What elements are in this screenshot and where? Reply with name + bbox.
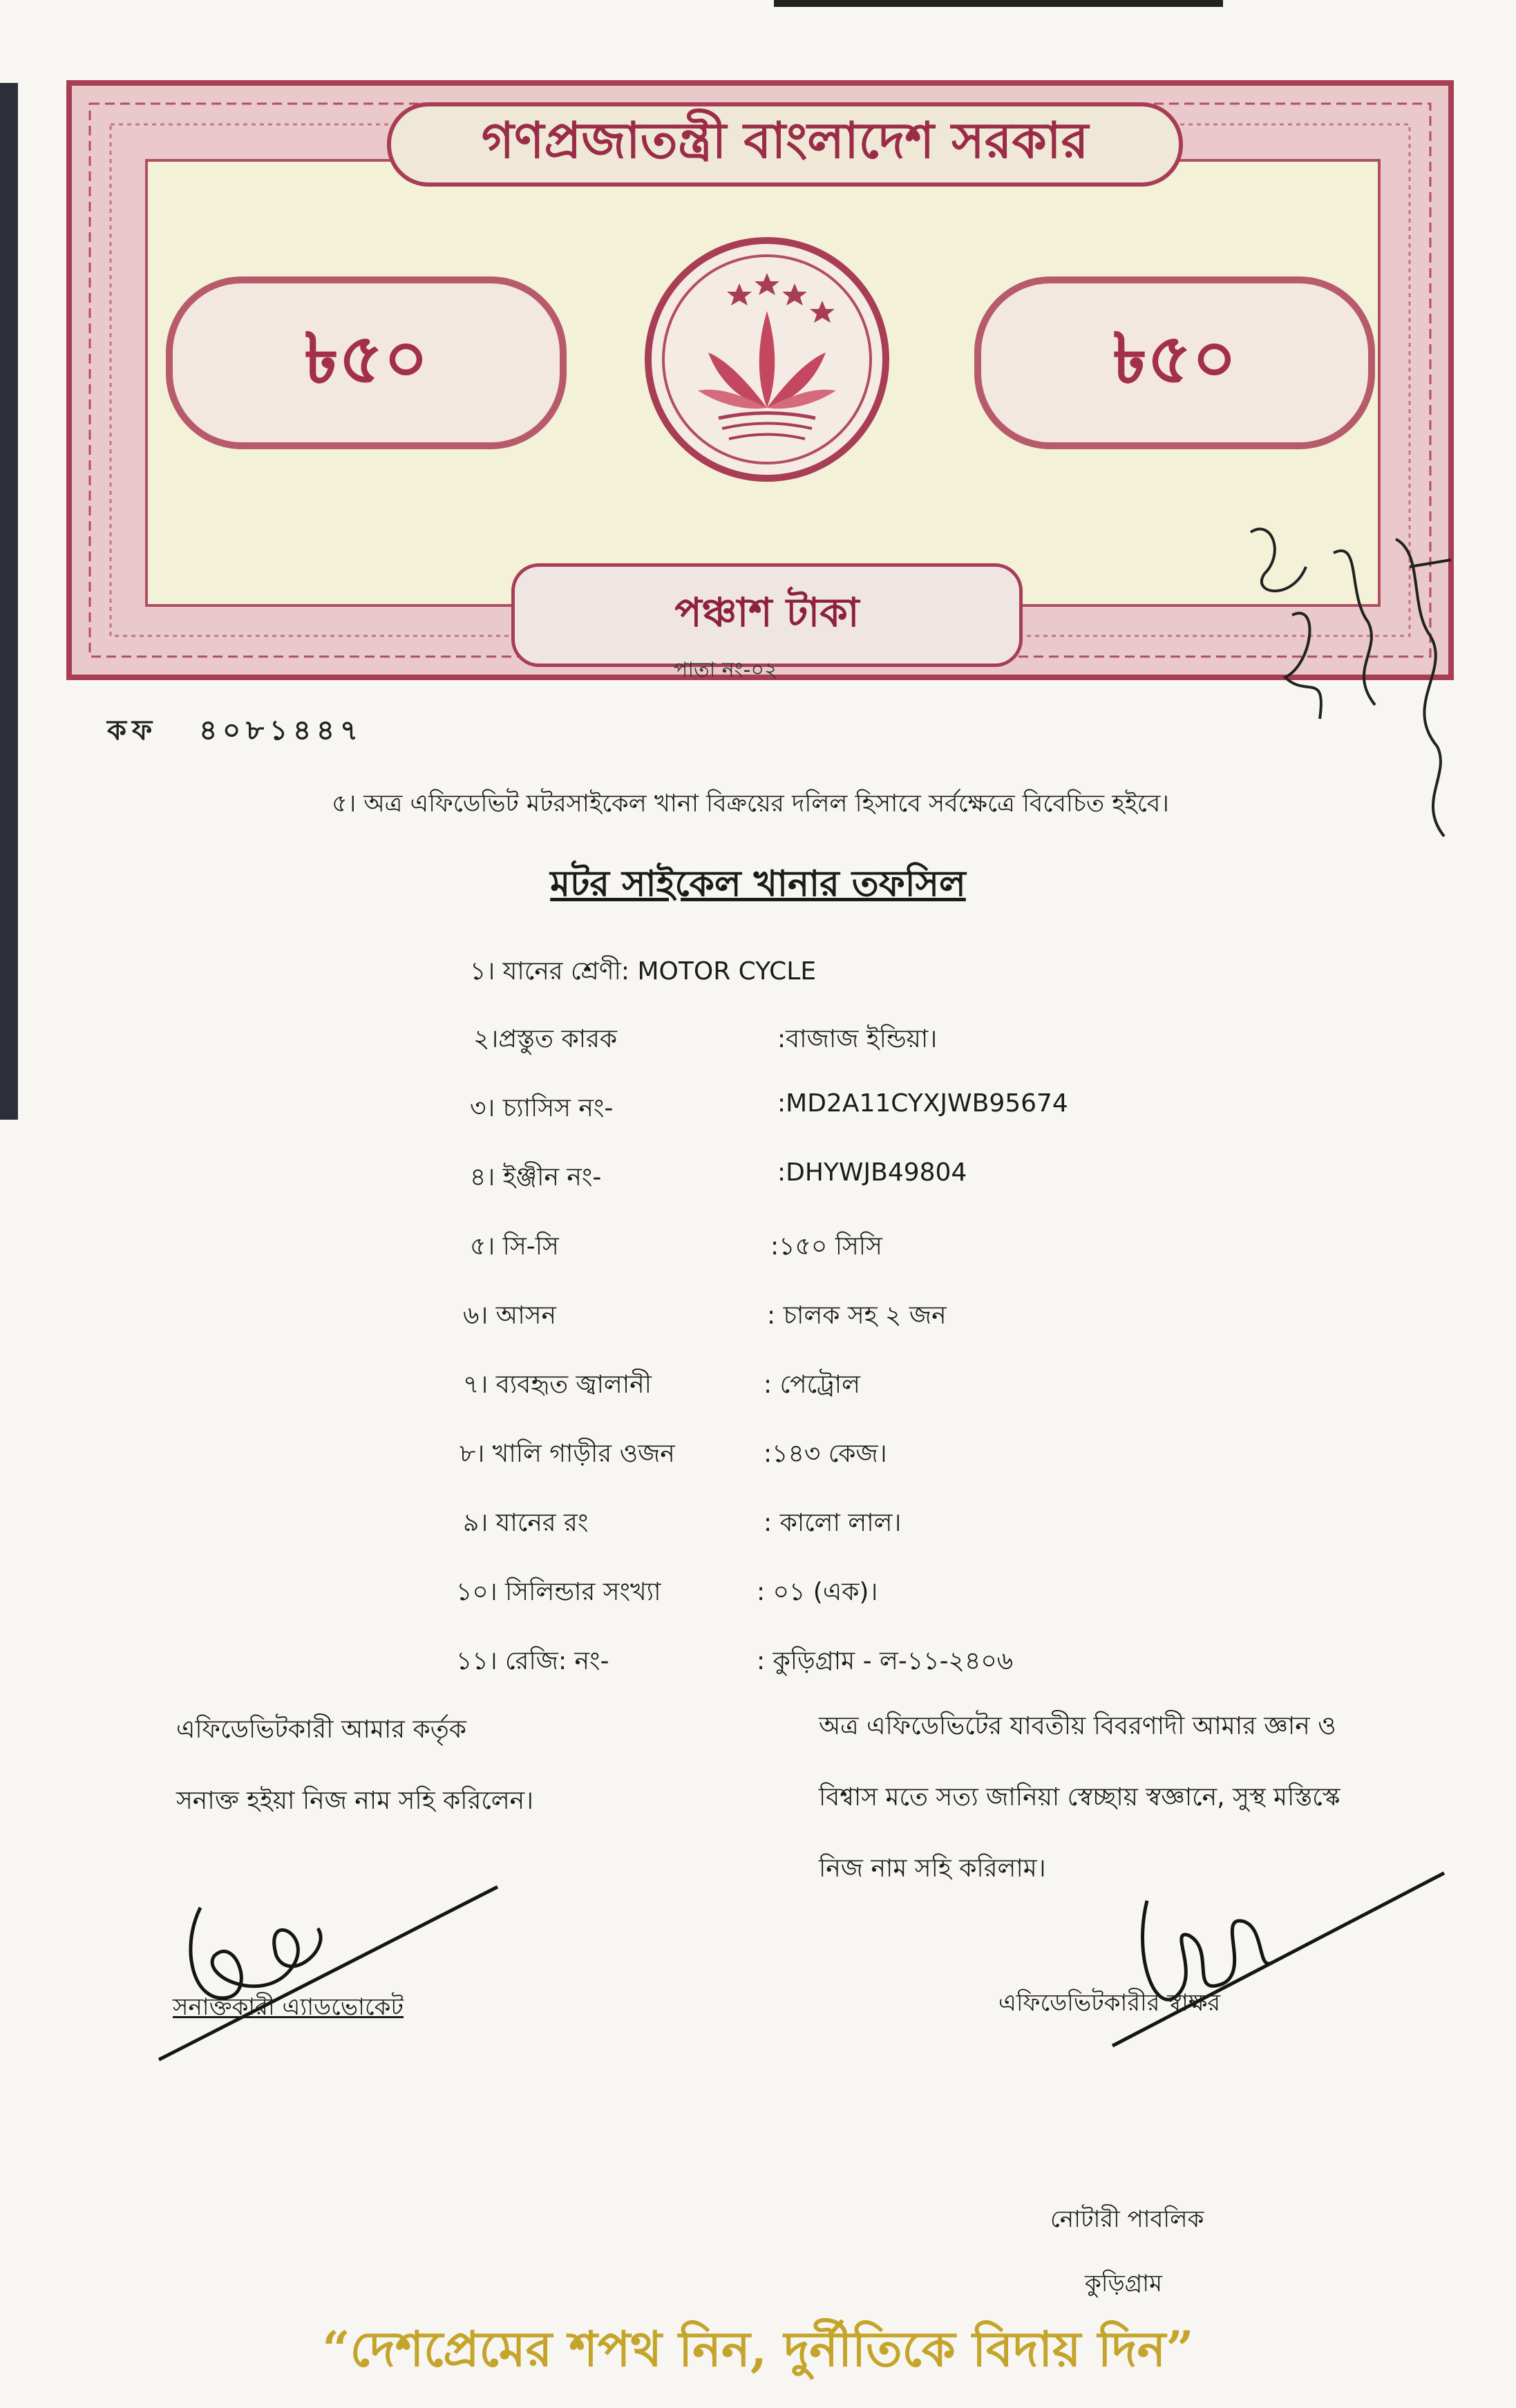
row-value-7: : পেট্রোল bbox=[764, 1371, 860, 1399]
scan-edge-top bbox=[774, 0, 1223, 7]
row-label-7: ৭। ব্যবহৃত জ্বালানী bbox=[463, 1371, 652, 1399]
declaration-line-1: অত্র এফিডেভিটের যাবতীয় বিবরণাদী আমার জ্ঞান ও bbox=[819, 1712, 1336, 1740]
notary-place: কুড়িগ্রাম bbox=[1085, 2270, 1162, 2297]
serial-prefix: কফ bbox=[107, 715, 158, 746]
value-left-text: ৳৫০ bbox=[304, 317, 428, 399]
row-value-4: :DHYWJB49804 bbox=[777, 1158, 967, 1187]
identification-line-1: এফিডেভিটকারী আমার কর্তৃক bbox=[176, 1715, 466, 1744]
identification-line-2: সনাক্ত হইয়া নিজ নাম সহি করিলেন। bbox=[176, 1787, 534, 1815]
page-number: পাতা নং-০২ bbox=[674, 658, 778, 682]
stamp-value-left bbox=[166, 276, 567, 449]
value-right-text: ৳৫০ bbox=[1112, 317, 1237, 399]
serial-number: ৪০৮১৪৪৭ bbox=[199, 715, 364, 746]
row-label-6: ৬। আসন bbox=[463, 1301, 556, 1330]
row-label-3: ৩। চ্যাসিস নং- bbox=[470, 1094, 614, 1122]
row-label-1: ১। যানের শ্রেণী: MOTOR CYCLE bbox=[470, 957, 817, 986]
scan-edge bbox=[0, 83, 18, 1120]
stamp-title: গণপ্রজাতন্ত্রী বাংলাদেশ সরকার bbox=[481, 111, 1089, 169]
row-label-9: ৯। যানের রং bbox=[463, 1509, 589, 1537]
row-value-3: :MD2A11CYXJWB95674 bbox=[777, 1089, 1068, 1118]
schedule-heading: মটর সাইকেল খানার তফসিল bbox=[550, 863, 966, 905]
value-words: পঞ্চাশ টাকা bbox=[674, 588, 860, 636]
handwritten-margin-signature bbox=[1244, 511, 1472, 857]
row-value-10: : ০১ (এক)। bbox=[757, 1578, 878, 1606]
row-value-11: : কুড়িগ্রাম - ল-১১-২৪০৬ bbox=[757, 1647, 1014, 1675]
advocate-signature bbox=[152, 1866, 511, 2073]
row-value-2: :বাজাজ ইন্ডিয়া। bbox=[777, 1025, 938, 1053]
row-label-5: ৫। সি-সি bbox=[470, 1232, 559, 1261]
anti-corruption-motto: “দেশপ্রেমের শপথ নিন, দুর্নীতিকে বিদায় দিন” bbox=[322, 2320, 1194, 2378]
stamp-value-words-banner bbox=[511, 563, 1023, 667]
stamp-title-banner bbox=[387, 102, 1183, 187]
row-label-11: ১১। রেজি: নং- bbox=[456, 1647, 609, 1675]
row-label-10: ১০। সিলিন্ডার সংখ্যা bbox=[456, 1578, 661, 1606]
row-value-9: : কালো লাল। bbox=[764, 1509, 902, 1537]
stamp-serial bbox=[107, 708, 405, 755]
row-value-5: :১৫০ সিসি bbox=[770, 1232, 882, 1261]
row-value-8: :১৪৩ কেজ। bbox=[764, 1440, 887, 1468]
deponent-signature bbox=[1009, 1859, 1451, 2060]
declaration-line-2: বিশ্বাস মতে সত্য জানিয়া স্বেচ্ছায় স্বজ্ঞানে, সুস্থ মস্তিস্কে bbox=[819, 1783, 1340, 1812]
clause-5: ৫। অত্র এফিডেভিট মটরসাইকেল খানা বিক্রয়ের দলিল হিসাবে সর্বক্ষেত্রে বিবেচিত হইবে। bbox=[332, 790, 1169, 818]
notary-title: নোটারী পাবলিক bbox=[1050, 2205, 1204, 2233]
declaration-line-3: নিজ নাম সহি করিলাম। bbox=[819, 1854, 1046, 1883]
advocate-caption: সনাক্তকারী এ্যাডভোকেট bbox=[173, 1993, 404, 2021]
row-label-8: ৮। খালি গাড়ীর ওজন bbox=[459, 1440, 675, 1468]
national-emblem-icon bbox=[643, 235, 891, 484]
row-value-6: : চালক সহ ২ জন bbox=[767, 1301, 947, 1330]
stamp-value-right bbox=[974, 276, 1375, 449]
row-label-4: ৪। ইঞ্জীন নং- bbox=[470, 1163, 602, 1192]
deponent-caption: এফিডেভিটকারীর স্বাক্ষর bbox=[998, 1989, 1221, 2017]
row-label-2: ২।প্রস্তুত কারক bbox=[473, 1025, 618, 1053]
